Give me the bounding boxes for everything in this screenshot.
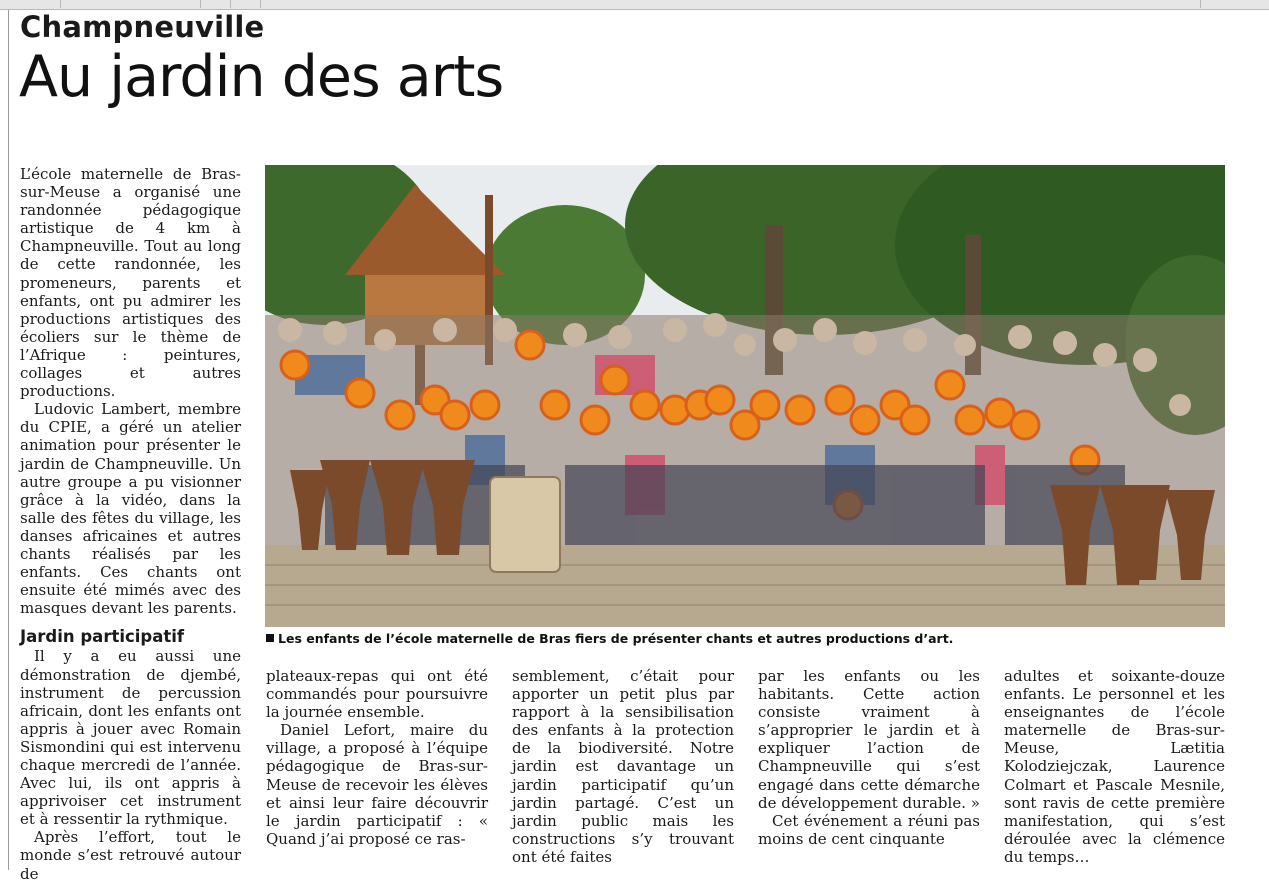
caption-text: Les enfants de l’école maternelle de Bras fiers de présenter chants et autres productions d’art. xyxy=(278,631,954,646)
article-column-5 xyxy=(1004,667,1225,866)
paragraph: Après l’effort, tout le monde s’est retrouvé autour de xyxy=(20,828,241,883)
article-kicker: Champneuville xyxy=(20,10,265,44)
paragraph: Daniel Lefort, maire du village, a proposé à l’équipe pédagogique de Bras-sur-Meuse de recevoir les élèves et ainsi leur faire découvrir le jardin participatif : « Quand j’ai proposé ce ras- xyxy=(266,721,488,848)
toolbar-tab[interactable] xyxy=(1040,0,1201,8)
article-column-1 xyxy=(20,165,241,883)
article-column-4 xyxy=(758,667,980,848)
paragraph: par les enfants ou les habitants. Cette action consiste vraiment à s’approprier le jardin et à expliquer l’action de Champneuville qui s’est engagé dans cette démarche de développement durable. » xyxy=(758,667,980,812)
paragraph: semblement, c’était pour apporter un petit plus par rapport à la sensibilisation des enfants à la protection de la biodiversité. Notre jardin est davantage un jardin participatif qu’un jardin partagé. C’est un jardin public mais les constructions s’y trouvant ont été faites xyxy=(512,667,734,866)
paragraph: Cet événement a réuni pas moins de cent cinquante xyxy=(758,811,980,848)
subheading: Jardin participatif xyxy=(20,627,185,647)
paragraph: Il y a eu aussi une démonstration de djembé, instrument de percussion africain, dont les enfants ont appris à jouer avec Romain Sismondini qui est intervenu chaque mercredi de l’année. Avec lui, ils ont appris à apprivoiser cet instrument et à ressentir la rythmique. xyxy=(20,647,241,829)
article-column-2 xyxy=(266,667,488,848)
toolbar-tab[interactable] xyxy=(230,0,261,8)
paragraph: L’école maternelle de Bras-sur-Meuse a organisé une randonnée pédagogique artistique de 4 km à Champneuville. Tout au long de cette randonnée, les promeneurs, parents et enfants, ont pu admirer les productions artistiques des écoliers sur le thème de l’Afrique : peintures, collages et autres productions. xyxy=(20,165,241,401)
viewer-toolbar xyxy=(0,0,1269,10)
group-photo-illustration xyxy=(265,165,1225,627)
paragraph: Ludovic Lambert, membre du CPIE, a géré un atelier animation pour présenter le jardin de Champneuville. Un autre groupe a pu visionner grâce à la vidéo, dans la salle des fêtes du village, les danses africaines et autres chants réalisés par les enfants. Ces chants ont ensuite été mimés avec des masques devant les parents. xyxy=(20,400,241,618)
caption-bullet-icon xyxy=(266,634,274,642)
article-column-3 xyxy=(512,667,734,866)
page-margin-rule xyxy=(8,10,9,870)
article-photo xyxy=(265,165,1225,627)
photo-caption xyxy=(266,631,953,646)
paragraph: adultes et soixante-douze enfants. Le personnel et les enseignantes de l’école maternelle de Bras-sur-Meuse, Lætitia Kolodziejczak, Laurence Colmart et Pascale Mesnile, sont ravis de cette première manifestation, qui s’est déroulée avec la clémence du temps… xyxy=(1004,667,1225,866)
toolbar-tab[interactable] xyxy=(200,0,231,8)
article-headline: Au jardin des arts xyxy=(19,44,504,110)
toolbar-tab[interactable] xyxy=(60,0,201,8)
paragraph: plateaux-repas qui ont été commandés pour poursuivre la journée ensemble. xyxy=(266,667,488,722)
toolbar-tab[interactable] xyxy=(0,0,61,8)
